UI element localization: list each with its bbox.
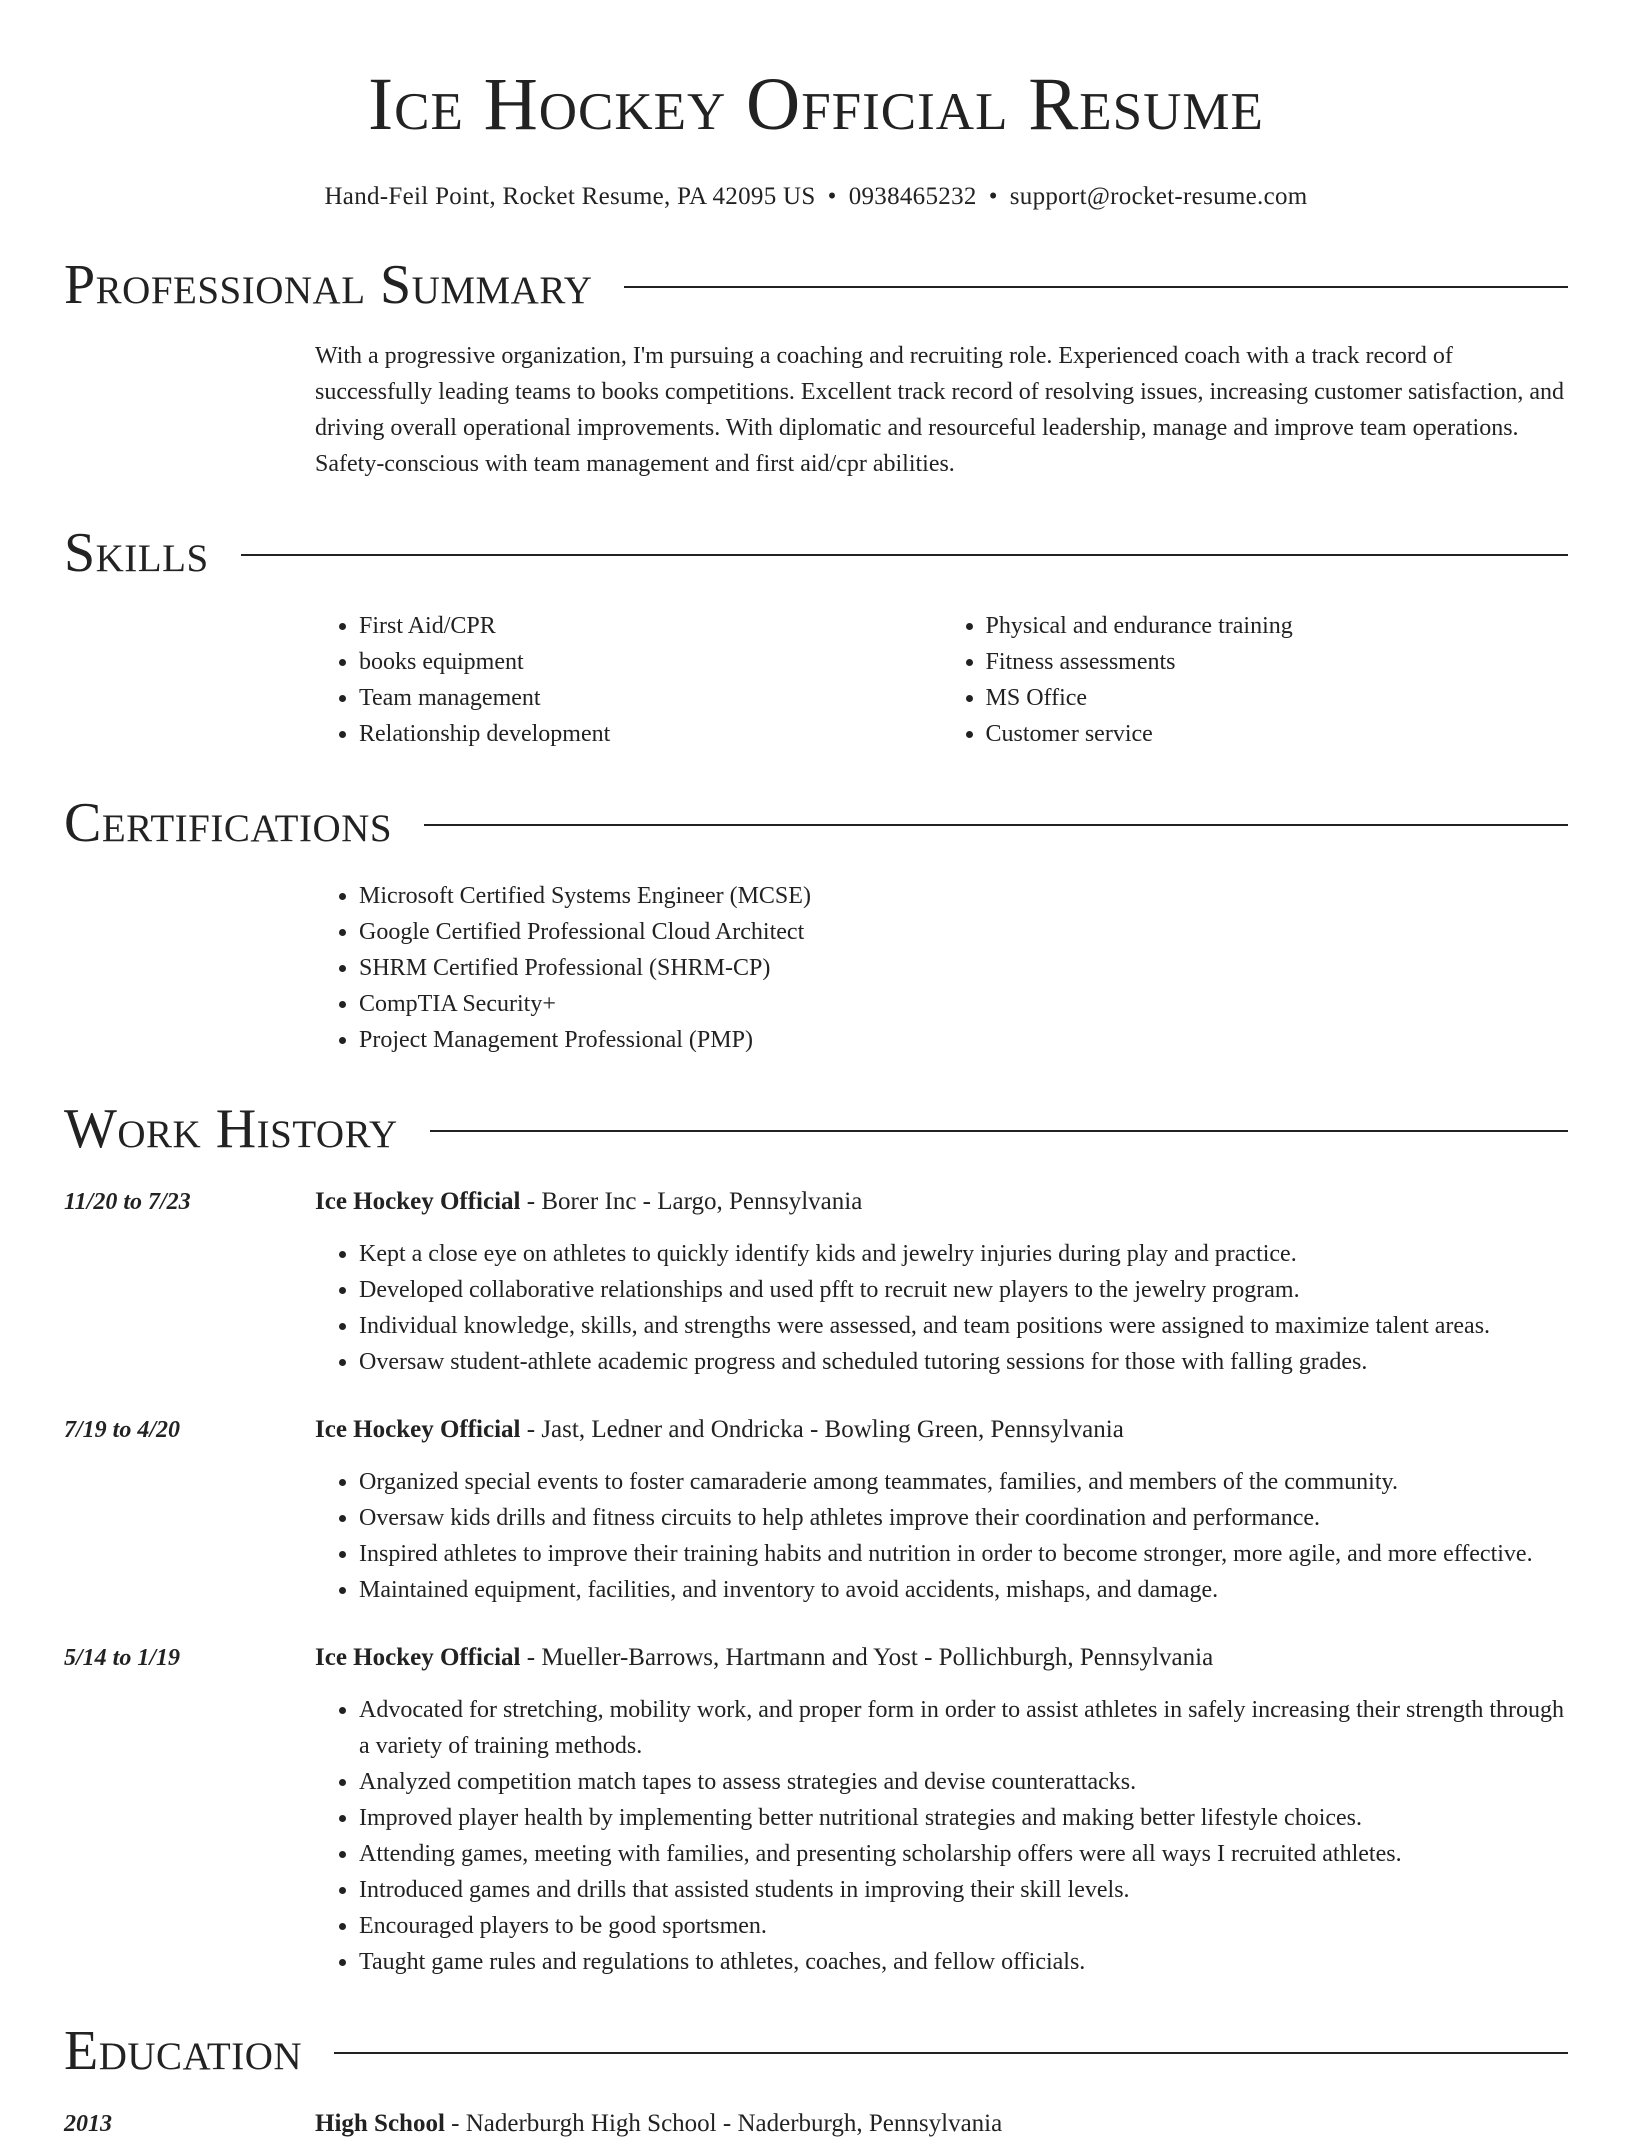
contact-phone: 0938465232: [848, 183, 977, 210]
skills-list-right: [942, 608, 1569, 752]
summary-heading: Professional Summary: [64, 254, 593, 316]
certification-item: • Project Management Professional (PMP): [359, 1022, 1568, 1058]
certifications-section-header: [64, 792, 1568, 854]
job-title-line: [315, 1184, 1568, 1220]
skill-item: • Team management: [359, 680, 942, 716]
contact-separator: •: [988, 183, 998, 210]
job-employer: - Borer Inc - Largo, Pennsylvania: [520, 1188, 863, 1215]
job-bullet: • Encouraged players to be good sportsmen.: [359, 1908, 1568, 1944]
job-entry: [64, 1184, 1568, 1380]
job-title: Ice Hockey Official: [315, 1188, 521, 1215]
job-details: [315, 1184, 1568, 1380]
job-title: Ice Hockey Official: [315, 1644, 521, 1671]
skill-item: • books equipment: [359, 644, 942, 680]
certifications-heading: Certifications: [64, 792, 393, 854]
summary-text: With a progressive organization, I'm pursuing a coaching and recruiting role. Experienced coach with a track record of successfully leading teams to books competitions. Excellent track record of resolving issues, increasing customer satisfaction, and driving overall operational improvements. With diplomatic and resourceful leadership, manage and improve team operations. Safety-conscious with team management and first aid/cpr abilities.: [315, 343, 1564, 477]
skill-item: • MS Office: [986, 680, 1569, 716]
skills-list-left: [315, 608, 942, 752]
job-bullet: • Developed collaborative relationships and used pfft to recruit new players to the jewelry program.: [359, 1272, 1568, 1308]
job-bullet: • Attending games, meeting with families, and presenting scholarship offers were all ways I recruited athletes.: [359, 1836, 1568, 1872]
contact-address: Hand-Feil Point, Rocket Resume, PA 42095 US: [324, 183, 816, 210]
job-bullet: • Oversaw student-athlete academic progress and scheduled tutoring sessions for those with falling grades.: [359, 1344, 1568, 1380]
job-bullet: • Maintained equipment, facilities, and inventory to avoid accidents, mishaps, and damage.: [359, 1572, 1568, 1608]
contact-line: [64, 180, 1568, 214]
resume-title: Ice Hockey Official Resume: [368, 63, 1264, 146]
resume-page: [64, 0, 1568, 2142]
job-bullet: • Kept a close eye on athletes to quickly identify kids and jewelry injuries during play and practice.: [359, 1236, 1568, 1272]
job-details: [315, 1412, 1568, 1608]
skill-item: • Fitness assessments: [986, 644, 1569, 680]
contact-email: support@rocket-resume.com: [1009, 183, 1308, 210]
skill-item: • Relationship development: [359, 716, 942, 752]
job-bullet: • Organized special events to foster camaraderie among teammates, families, and members of the community.: [359, 1464, 1568, 1500]
education-details: [315, 2106, 1568, 2142]
section-divider: [424, 824, 1568, 826]
certification-item: • Google Certified Professional Cloud Architect: [359, 914, 1568, 950]
work-section-header: [64, 1098, 1568, 1160]
education-entry: [64, 2106, 1568, 2142]
education-degree: High School: [315, 2110, 445, 2137]
job-bullets: [315, 1692, 1568, 1980]
skills-section-header: [64, 522, 1568, 584]
certification-item: • Microsoft Certified Systems Engineer (MCSE): [359, 878, 1568, 914]
education-heading: Education: [64, 2020, 303, 2082]
education-title-line: [315, 2106, 1568, 2142]
certifications-block: [315, 878, 1568, 1058]
job-bullet: • Analyzed competition match tapes to assess strategies and devise counterattacks.: [359, 1764, 1568, 1800]
skill-item: • First Aid/CPR: [359, 608, 942, 644]
certification-item: • SHRM Certified Professional (SHRM-CP): [359, 950, 1568, 986]
section-divider: [241, 554, 1568, 556]
job-bullet: • Oversaw kids drills and fitness circuits to help athletes improve their coordination and performance.: [359, 1500, 1568, 1536]
job-employer: - Mueller-Barrows, Hartmann and Yost - Pollichburgh, Pennsylvania: [520, 1644, 1214, 1671]
job-bullet: • Introduced games and drills that assisted students in improving their skill levels.: [359, 1872, 1568, 1908]
job-entry: [64, 1640, 1568, 1980]
job-bullet: • Individual knowledge, skills, and strengths were assessed, and team positions were assigned to maximize talent areas.: [359, 1308, 1568, 1344]
certifications-list: [315, 878, 1568, 1058]
job-bullet: • Advocated for stretching, mobility work, and proper form in order to assist athletes in safely increasing their strength through a variety of training methods.: [359, 1692, 1568, 1764]
certification-item: • CompTIA Security+: [359, 986, 1568, 1022]
education-school: - Naderburgh High School - Naderburgh, Pennsylvania: [444, 2110, 1003, 2137]
job-entry: [64, 1412, 1568, 1608]
job-employer: - Jast, Ledner and Ondricka - Bowling Green, Pennsylvania: [520, 1416, 1124, 1443]
skills-heading: Skills: [64, 522, 209, 584]
job-bullets: [315, 1464, 1568, 1608]
job-title: Ice Hockey Official: [315, 1416, 521, 1443]
job-bullet: • Taught game rules and regulations to athletes, coaches, and fellow officials.: [359, 1944, 1568, 1980]
job-title-line: [315, 1640, 1568, 1676]
section-divider: [430, 1130, 1568, 1132]
job-bullet: • Improved player health by implementing better nutritional strategies and making better lifestyle choices.: [359, 1800, 1568, 1836]
section-divider: [334, 2052, 1568, 2054]
job-bullets: [315, 1236, 1568, 1380]
section-divider: [624, 286, 1568, 288]
work-heading: Work History: [64, 1098, 398, 1160]
summary-section-header: [64, 254, 1568, 316]
job-details: [315, 1640, 1568, 1980]
job-dates: 7/19 to 4/20: [64, 1417, 181, 1443]
job-bullet: • Inspired athletes to improve their training habits and nutrition in order to become stronger, more agile, and more effective.: [359, 1536, 1568, 1572]
skill-item: • Customer service: [986, 716, 1569, 752]
job-title-line: [315, 1412, 1568, 1448]
skills-grid: [315, 608, 1568, 752]
education-section-header: [64, 2020, 1568, 2082]
contact-separator: •: [827, 183, 837, 210]
job-dates: 11/20 to 7/23: [64, 1189, 191, 1215]
skill-item: • Physical and endurance training: [986, 608, 1569, 644]
education-dates: 2013: [64, 2111, 112, 2137]
job-dates: 5/14 to 1/19: [64, 1645, 181, 1671]
